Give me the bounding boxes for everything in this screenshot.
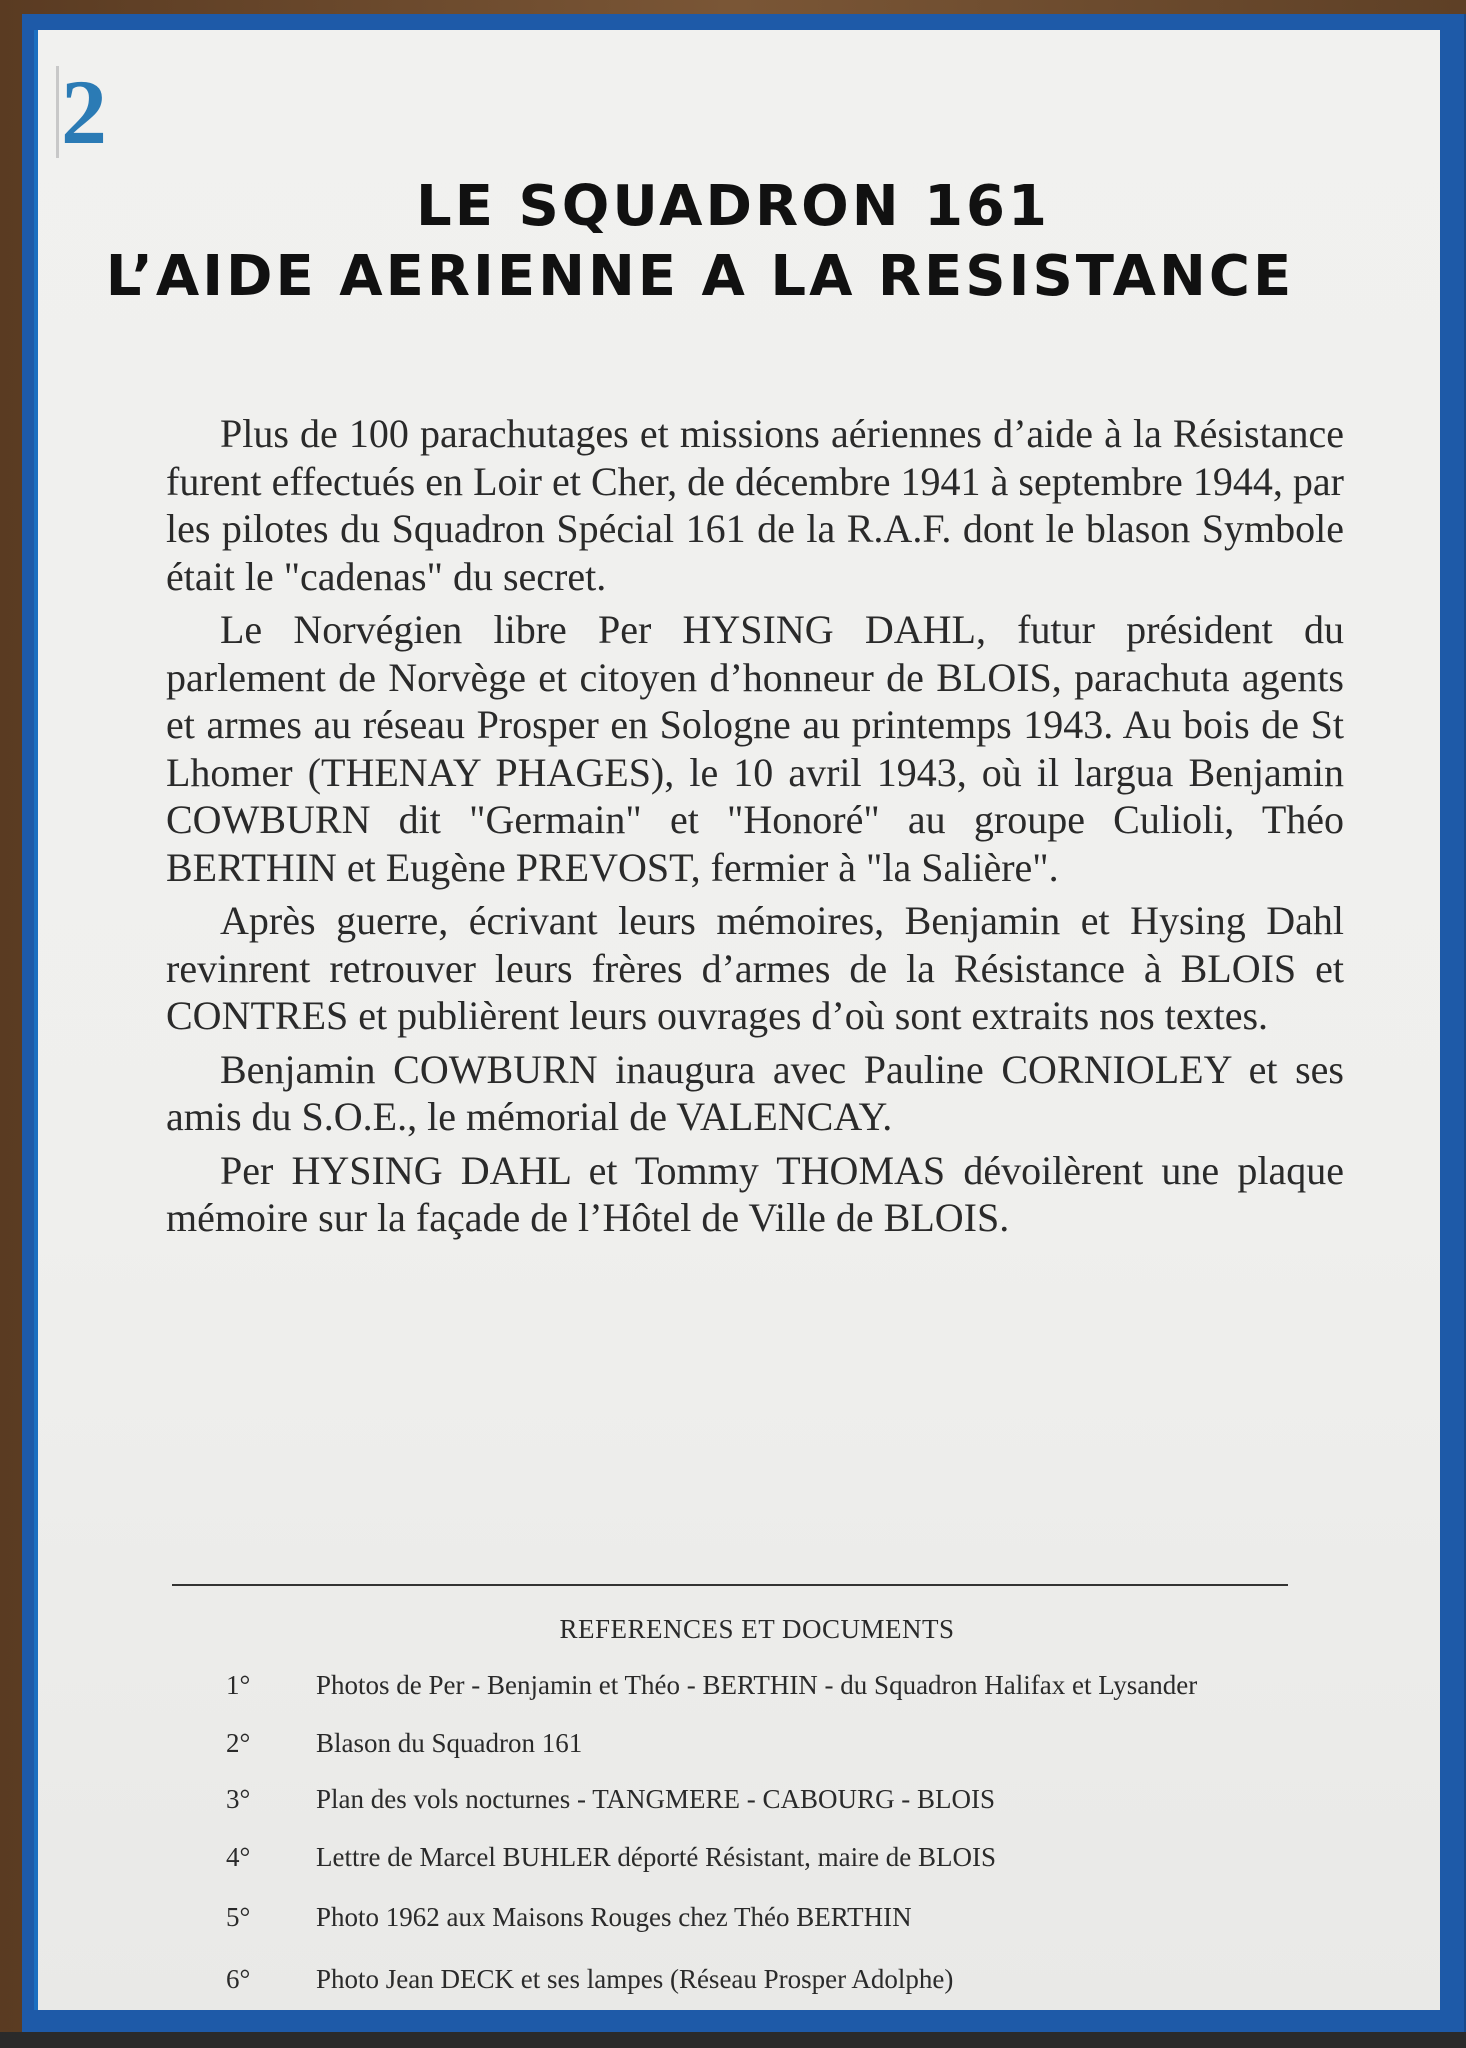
reference-text: Photos de Per - Benjamin et Théo - BERTHIN - du Squadron Halifax et Lysander: [316, 1670, 1198, 1700]
reference-number: 5°: [226, 1902, 251, 1932]
divider-rule: [172, 1584, 1288, 1586]
reference-text: Lettre de Marcel BUHLER déporté Résistant, maire de BLOIS: [316, 1842, 997, 1872]
references-heading: REFERENCES ET DOCUMENTS: [559, 1614, 955, 1644]
reference-number: 3°: [226, 1784, 251, 1814]
reference-number: 1°: [226, 1670, 251, 1700]
panel-number: 2: [56, 66, 107, 158]
reference-text: Blason du Squadron 161: [316, 1728, 583, 1758]
reference-number: 6°: [226, 1964, 251, 1994]
paragraph-1: Plus de 100 parachutages et missions aériennes d’aide à la Résistance furent effectués en Loir et Cher, de décembre 1941 à septembre 1944, par les pilotes du Squadron Spécial 161 de la R.A.F. dont le blason Symbole était le "cadenas" du secret.: [166, 411, 1344, 599]
reference-text: Photo 1962 aux Maisons Rouges chez Théo BERTHIN: [316, 1902, 912, 1932]
body-text: [166, 410, 1344, 1248]
bottom-edge: [0, 2032, 1466, 2048]
reference-text: Plan des vols nocturnes - TANGMERE - CABOURG - BLOIS: [316, 1784, 996, 1814]
reference-number: 4°: [226, 1842, 251, 1872]
paragraph-3: Après guerre, écrivant leurs mémoires, Benjamin et Hysing Dahl revinrent retrouver leurs frères d’armes de la Résistance à BLOIS et CONTRES et publièrent leurs ouvrages d’où sont extraits nos textes.: [166, 898, 1344, 1038]
paragraph-2: Le Norvégien libre Per HYSING DAHL, futur président du parlement de Norvège et citoyen d’honneur de BLOIS, parachuta agents et armes au réseau Prosper en Sologne au printemps 1943. Au bois de St Lhomer (THENAY PHAGES), le 10 avril 1943, où il largua Benjamin COWBURN dit "Germain" et "Honoré" au groupe Culioli, Théo BERTHIN et Eugène PREVOST, fermier à "la Salière".: [166, 607, 1344, 890]
paragraph-5: Per HYSING DAHL et Tommy THOMAS dévoilèrent une plaque mémoire sur la façade de l’Hôtel de Ville de BLOIS.: [166, 1147, 1344, 1240]
reference-text: Photo Jean DECK et ses lampes (Réseau Prosper Adolphe): [316, 1964, 954, 1994]
page-title: [0, 172, 1466, 312]
title-line-2: L’AIDE AERIENNE A LA RESISTANCE: [105, 244, 1295, 309]
paragraph-4: Benjamin COWBURN inaugura avec Pauline CORNIOLEY et ses amis du S.O.E., le mémorial de VALENCAY.: [166, 1046, 1344, 1139]
title-line-1: LE SQUADRON 161: [416, 174, 1050, 239]
reference-number: 2°: [226, 1728, 251, 1758]
